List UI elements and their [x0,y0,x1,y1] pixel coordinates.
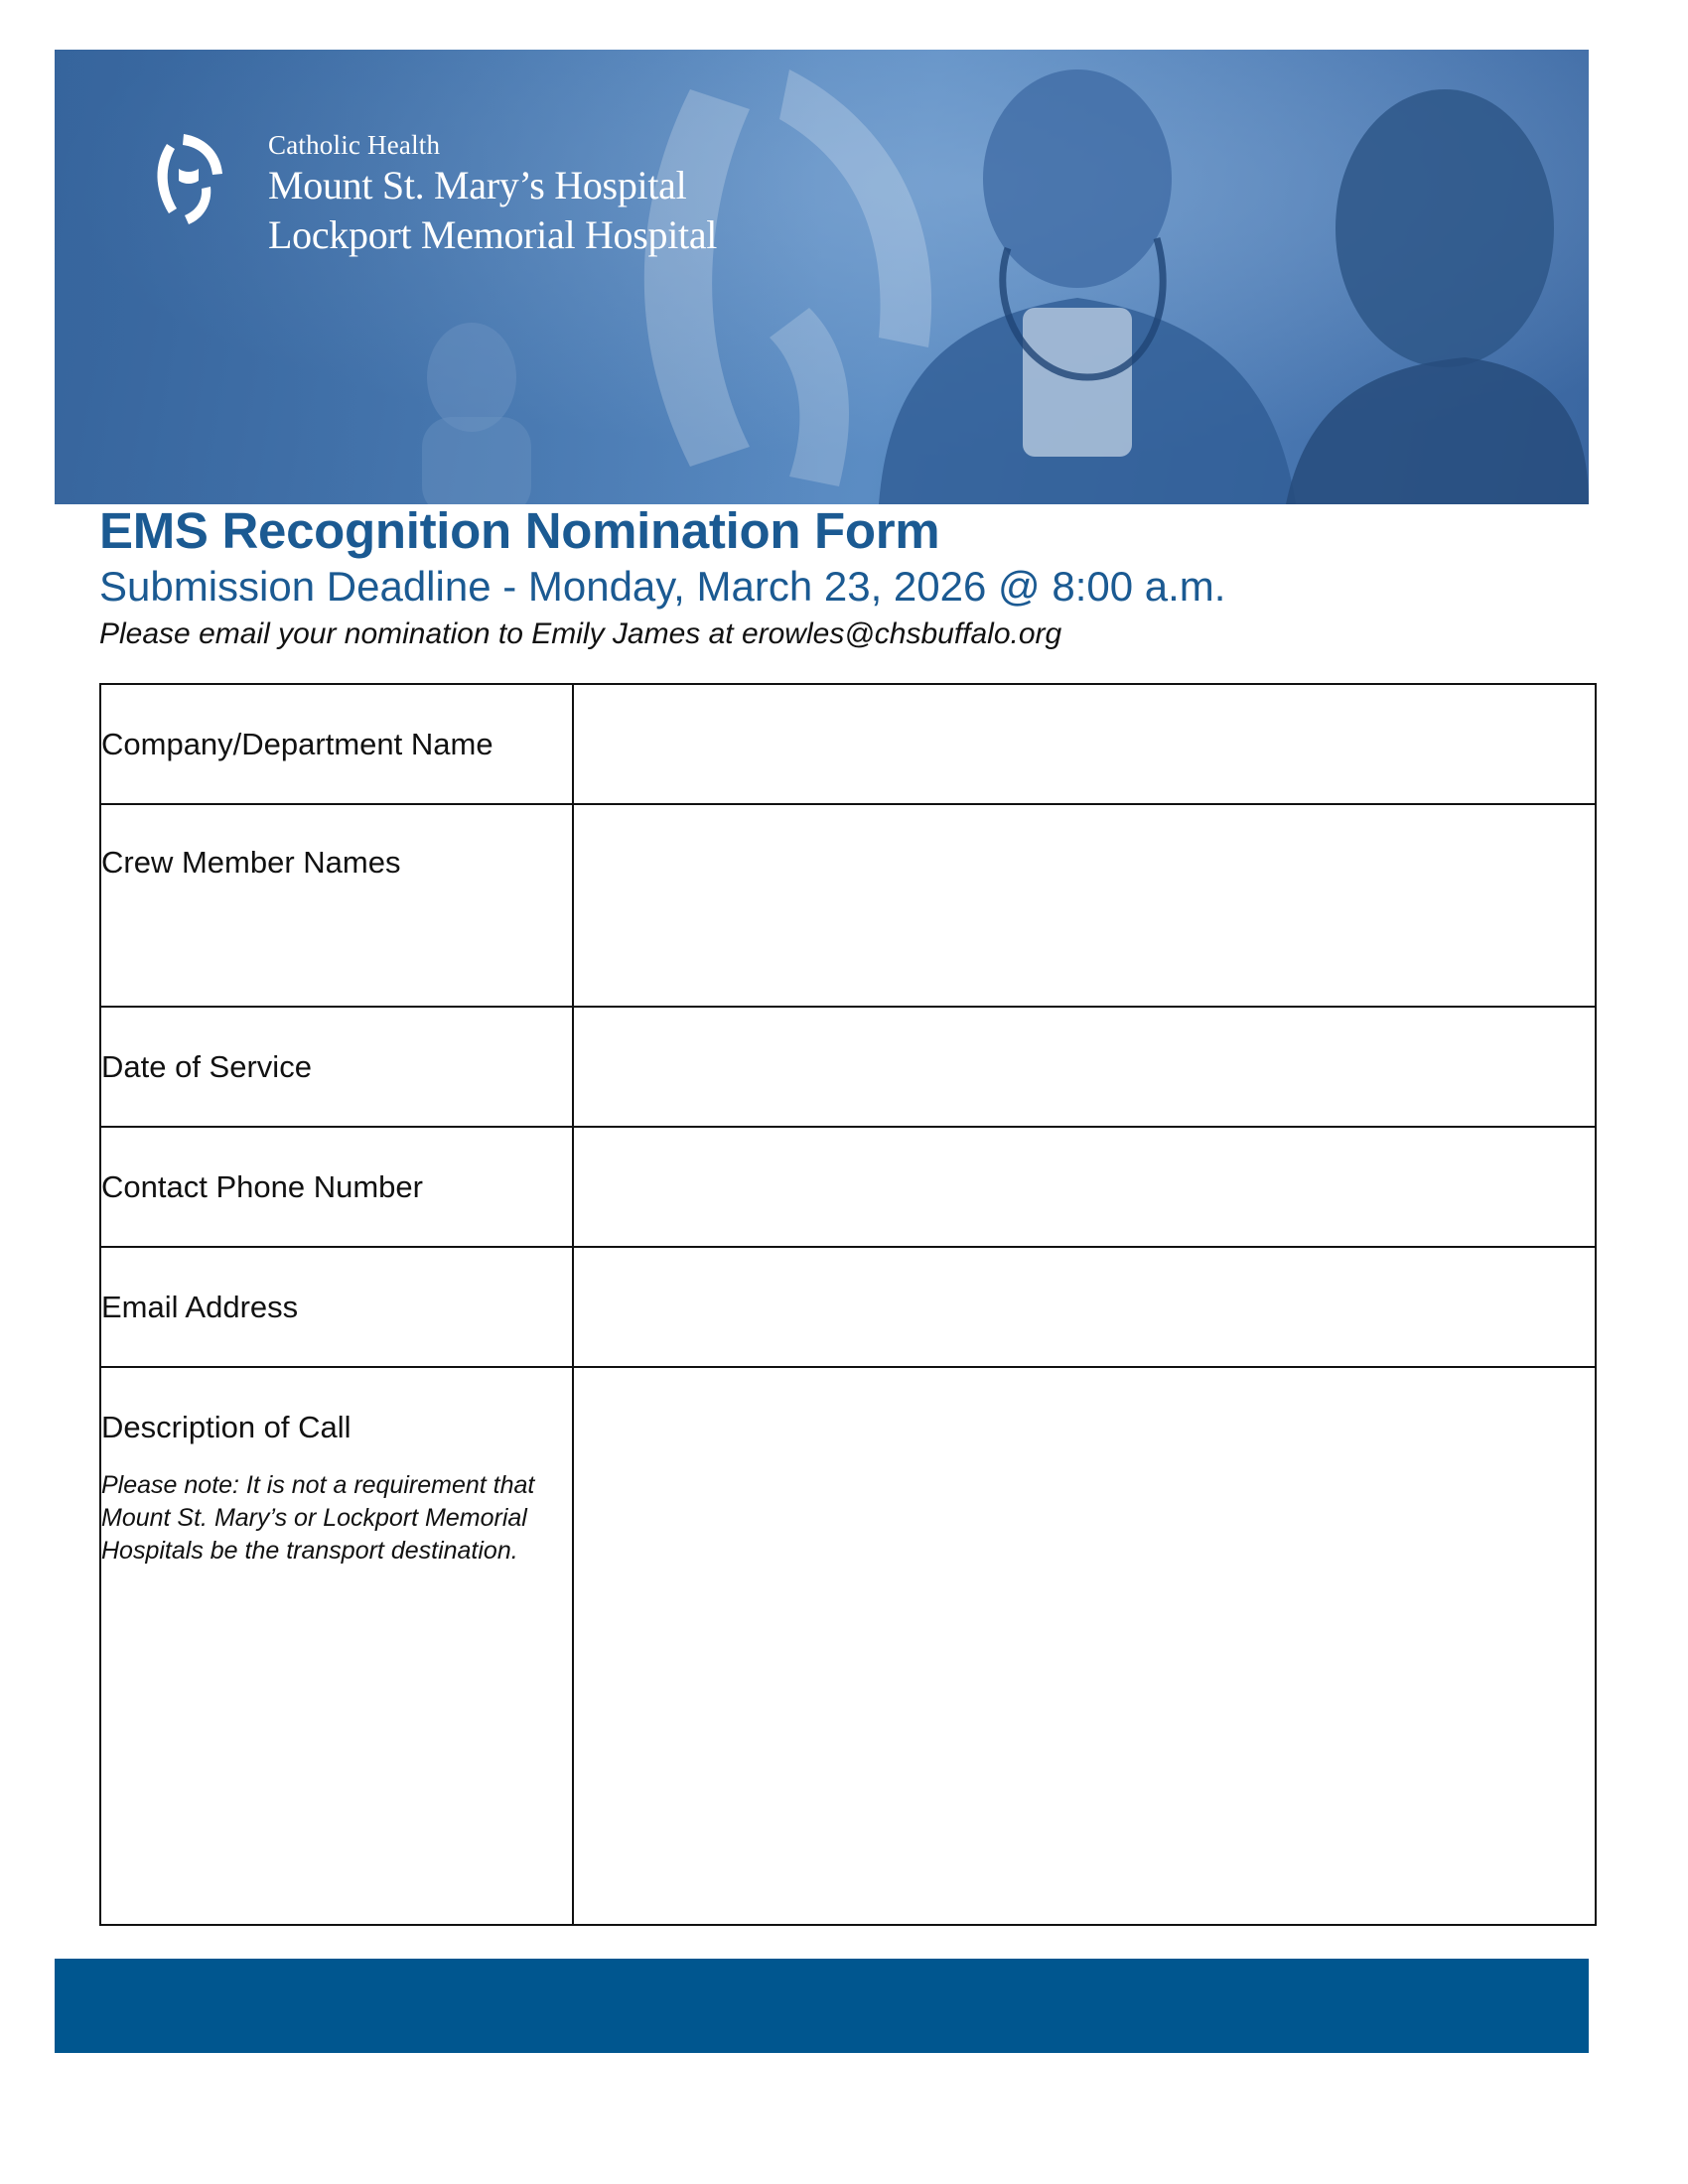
form-row-date [100,1007,1596,1127]
transport-destination-note: Please note: It is not a requirement that Mount St. Mary’s or Lockport Memorial Hospitals be the transport destination. [101,1471,535,1565]
footer-bar [55,1959,1589,2053]
nomination-form-table [99,683,1597,1926]
field-label-cell [100,804,573,1007]
description-of-call-input[interactable] [573,1367,1596,1925]
field-label-cell [100,1007,573,1127]
company-department-label: Company/Department Name [101,727,493,761]
form-row-company [100,684,1596,804]
company-department-input[interactable] [573,684,1596,804]
submission-deadline: Submission Deadline - Monday, March 23, 2026 @ 8:00 a.m. [99,563,1226,610]
crew-member-names-label: Crew Member Names [101,845,401,880]
form-row-email [100,1247,1596,1367]
catholic-health-cross-icon [149,129,228,228]
header-banner [55,50,1589,504]
submission-instructions: Please email your nomination to Emily James at erowles@chsbuffalo.org [99,617,1062,650]
hospital-logo [149,129,844,318]
logo-hospital-1: Mount St. Mary’s Hospital [268,163,687,207]
form-title: EMS Recognition Nomination Form [99,502,940,559]
field-label-cell [100,684,573,804]
logo-org-name: Catholic Health [268,130,441,160]
crew-member-names-input[interactable] [573,804,1596,1007]
date-of-service-label: Date of Service [101,1049,312,1084]
description-of-call-label: Description of Call [101,1410,352,1444]
form-row-phone [100,1127,1596,1247]
date-of-service-input[interactable] [573,1007,1596,1127]
field-label-cell [100,1367,573,1925]
form-row-description [100,1367,1596,1925]
logo-hospital-2: Lockport Memorial Hospital [268,212,718,257]
email-address-label: Email Address [101,1290,299,1324]
form-row-crew [100,804,1596,1007]
contact-phone-label: Contact Phone Number [101,1169,423,1204]
email-address-input[interactable] [573,1247,1596,1367]
field-label-cell [100,1247,573,1367]
contact-phone-input[interactable] [573,1127,1596,1247]
field-label-cell [100,1127,573,1247]
